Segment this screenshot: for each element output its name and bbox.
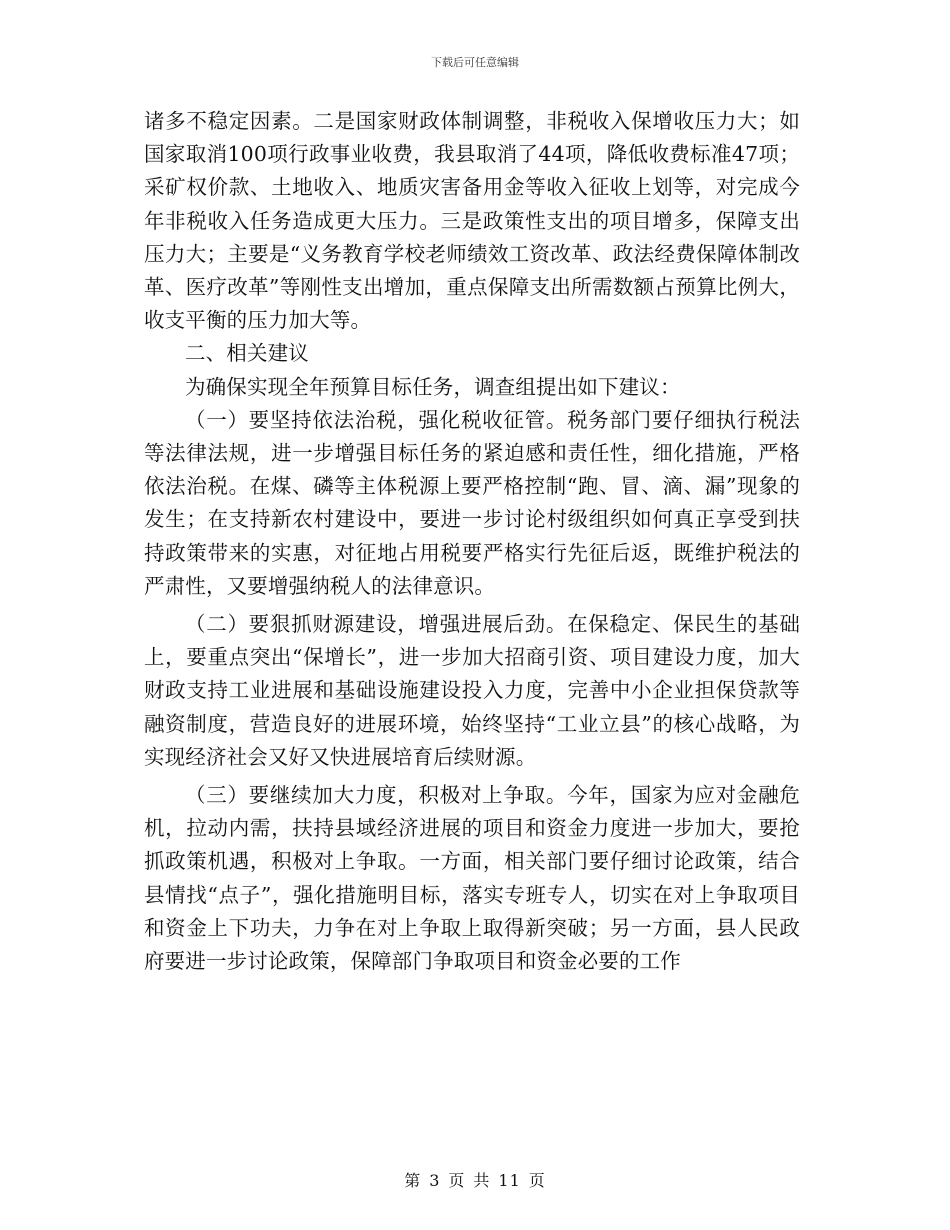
footer-page-word: 页 — [448, 1171, 466, 1190]
page-footer — [0, 1168, 950, 1191]
page-header-note: 下载后可任意编辑 — [431, 56, 519, 69]
section-heading: 二、相关建议 — [185, 341, 309, 366]
footer-total-word: 共 — [473, 1171, 491, 1190]
footer-suffix: 页 — [528, 1171, 546, 1190]
paragraph-suggestion-1: （一）要坚持依法治税，强化税收征管。税务部门要仔细执行税法等法律法规，进一步增强目标任务的紧迫感和责任性，细化措施，严格依法治税。在煤、磷等主体税源上要严格控制“跑、冒、滴、漏”现象的发生；在支持新农村建设中，要进一步讨论村级组织如何真正享受到扶持政策带来的实惠，对征地占用税要严格实行先征后返，既维护税法的严肃性，又要增强纳税人的法律意识。 — [144, 407, 800, 598]
footer-total-pages: 11 — [498, 1171, 521, 1190]
footer-prefix: 第 — [404, 1171, 422, 1190]
paragraph-suggestion-3: （三）要继续加大力度，积极对上争取。今年，国家为应对金融危机，拉动内需，扶持县域经济进展的项目和资金力度进一步加大，要抢抓政策机遇，积极对上争取。一方面，相关部门要仔细讨论政策，结合县情找“点子”，强化措施明目标，落实专班专人，切实在对上争取项目和资金上下功夫，力争在对上争取上取得新突破；另一方面，县人民政府要进一步讨论政策，保障部门争取项目和资金必要的工作 — [144, 783, 800, 974]
paragraph-suggestion-2: （二）要狠抓财源建设，增强进展后劲。在保稳定、保民生的基础上，要重点突出“保增长”，进一步加大招商引资、项目建设力度，加大财政支持工业进展和基础设施建设投入力度，完善中小企业担保贷款等融资制度，营造良好的进展环境，始终坚持“工业立县”的核心战略，为实现经济社会又好又快进展培育后续财源。 — [144, 612, 800, 769]
paragraph-continued: 诸多不稳定因素。二是国家财政体制调整，非税收入保增收压力大；如国家取消100项行政事业收费，我县取消了44项，降低收费标准47项；采矿权价款、土地收入、地质灾害备用金等收入征收上划等，对完成今年非税收入任务造成更大压力。三是政策性支出的项目增多，保障支出压力大；主要是“义务教育学校老师绩效工资改革、政法经费保障体制改革、医疗改革”等刚性支出增加，重点保障支出所需数额占预算比例大，收支平衡的压力加大等。 — [144, 109, 800, 333]
footer-page-number: 3 — [429, 1171, 441, 1190]
document-body — [144, 105, 800, 978]
paragraph-intro: 为确保实现全年预算目标任务，调查组提出如下建议： — [185, 374, 681, 399]
